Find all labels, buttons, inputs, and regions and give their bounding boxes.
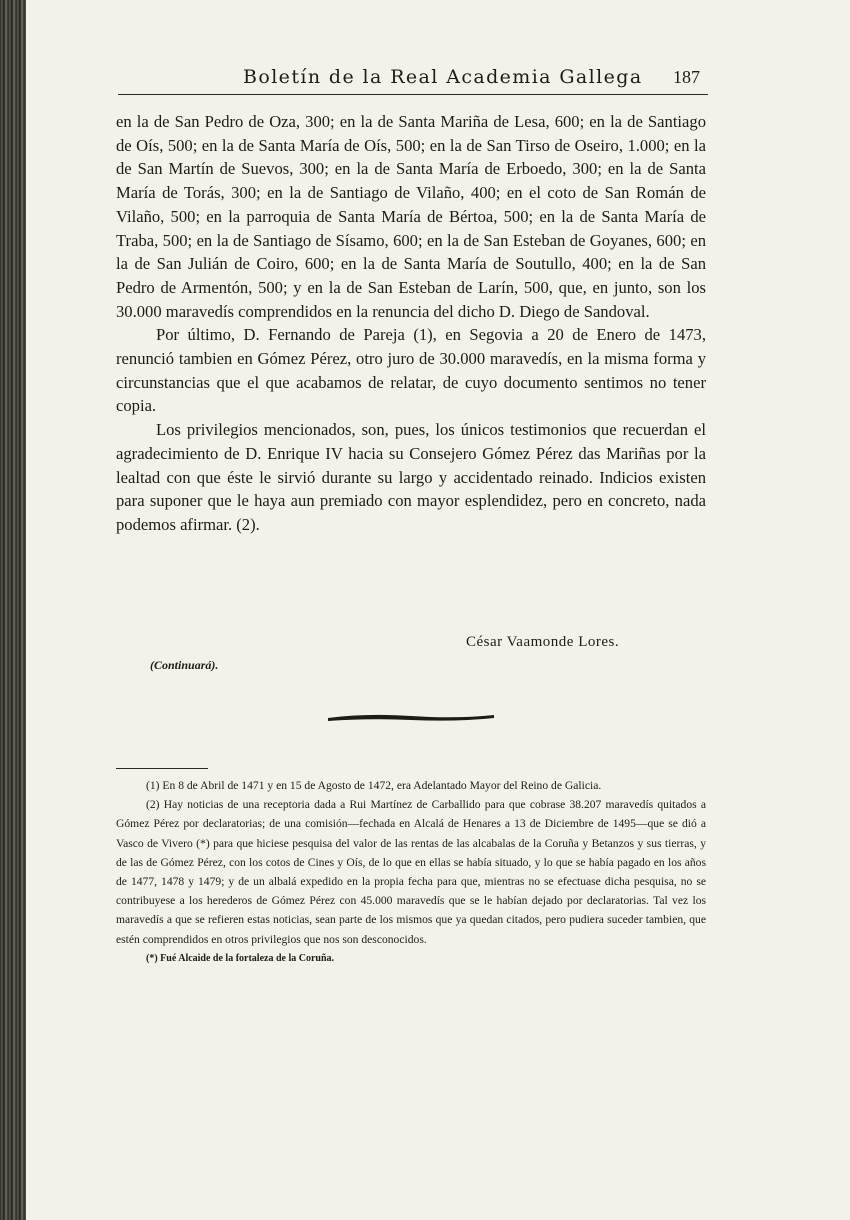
footnote-2: (2) Hay noticias de una receptoria dada a Rui Martínez de Carballido para que cobrase 38.207 maravedís quitados a Gómez Pérez por declaratorias; de una comisión—fechada en Alcalá de Henares a 13 de Diciembre de 1495—que se dió a Vasco de Vivero (*) para que hiciese pesquisa del valor de las rentas de las alcabalas de la Coruña y Betanzos y sus tierras, y de las de Gómez Pérez, con los cotos de Cines y Oís, de lo que en ellas se había situado, y lo que se había pagado en los años de 1477, 1478 y 1479; y de un albalá expedido en la propia fecha para que, mientras no se efectuase dicha pesquisa, no se contribuyese a los herederos de Gómez Pérez con 45.000 maravedís que se le habían dejado por declaratorias. Tal vez los maravedís a que se refieren estas noticias, sean parte de los mismos que ya quedan citados, pero pudiera suceder tambien, que estén comprendidos en otros privilegios que nos son desconocidos.	[116, 798, 706, 946]
decorative-rule	[326, 712, 496, 724]
page-header	[118, 62, 708, 95]
article-body	[116, 110, 706, 537]
paragraph-1: en la de San Pedro de Oza, 300; en la de Santa Mariña de Lesa, 600; en la de Santiago de Oís, 500; en la de Santa María de Oís, 500; en la de San Tirso de Oseiro, 1.000; en la de San Martín de Suevos, 300; en la de Santa María de Erboedo, 300; en la de Santa María de Torás, 300; en la de Santiago de Vilaño, 400; en el coto de San Román de Vilaño, 500; en la parroquia de Santa María de Bértoa, 500; en la de Santa María de Traba, 500; en la de Santiago de Sísamo, 600; en la de San Esteban de Goyanes, 600; en la de San Julián de Coiro, 600; en la de Santa María de Soutullo, 400; en la de San Pedro de Armentón, 500; y en la de San Esteban de Larín, 500, que, en junto, son los 30.000 maravedís comprendidos en la renuncia del dicho D. Diego de Sandoval.	[116, 112, 706, 321]
running-title: Boletín de la Real Academia Gallega	[243, 66, 643, 88]
author-signature: César Vaamonde Lores.	[466, 634, 620, 650]
book-spine-edge	[0, 0, 26, 1220]
footnotes	[116, 776, 706, 968]
paragraph-2: Por último, D. Fernando de Pareja (1), en Segovia a 20 de Enero de 1473, renunció tambien en Gómez Pérez, otro juro de 30.000 maravedís, en la misma forma y circunstancias que el que acabamos de relatar, de cuyo documento sentimos no tener copia.	[116, 325, 706, 416]
page-number: 187	[673, 67, 700, 87]
footnote-star: (*) Fué Alcaide de la fortaleza de la Coruña.	[146, 952, 335, 964]
paragraph-3: Los privilegios mencionados, son, pues, los únicos testimonios que recuerdan el agradecimiento de D. Enrique IV hacia su Consejero Gómez Pérez das Mariñas por la lealtad con que éste le sirvió durante su largo y accidentado reinado. Indicios existen para suponer que le haya aun premiado con mayor esplendidez, pero en concreto, nada podemos afirmar. (2).	[116, 420, 706, 534]
footnote-separator	[116, 768, 208, 769]
footnote-1: (1) En 8 de Abril de 1471 y en 15 de Agosto de 1472, era Adelantado Mayor del Reino de Galicia.	[146, 779, 602, 792]
continuation-note: (Continuará).	[150, 658, 219, 672]
